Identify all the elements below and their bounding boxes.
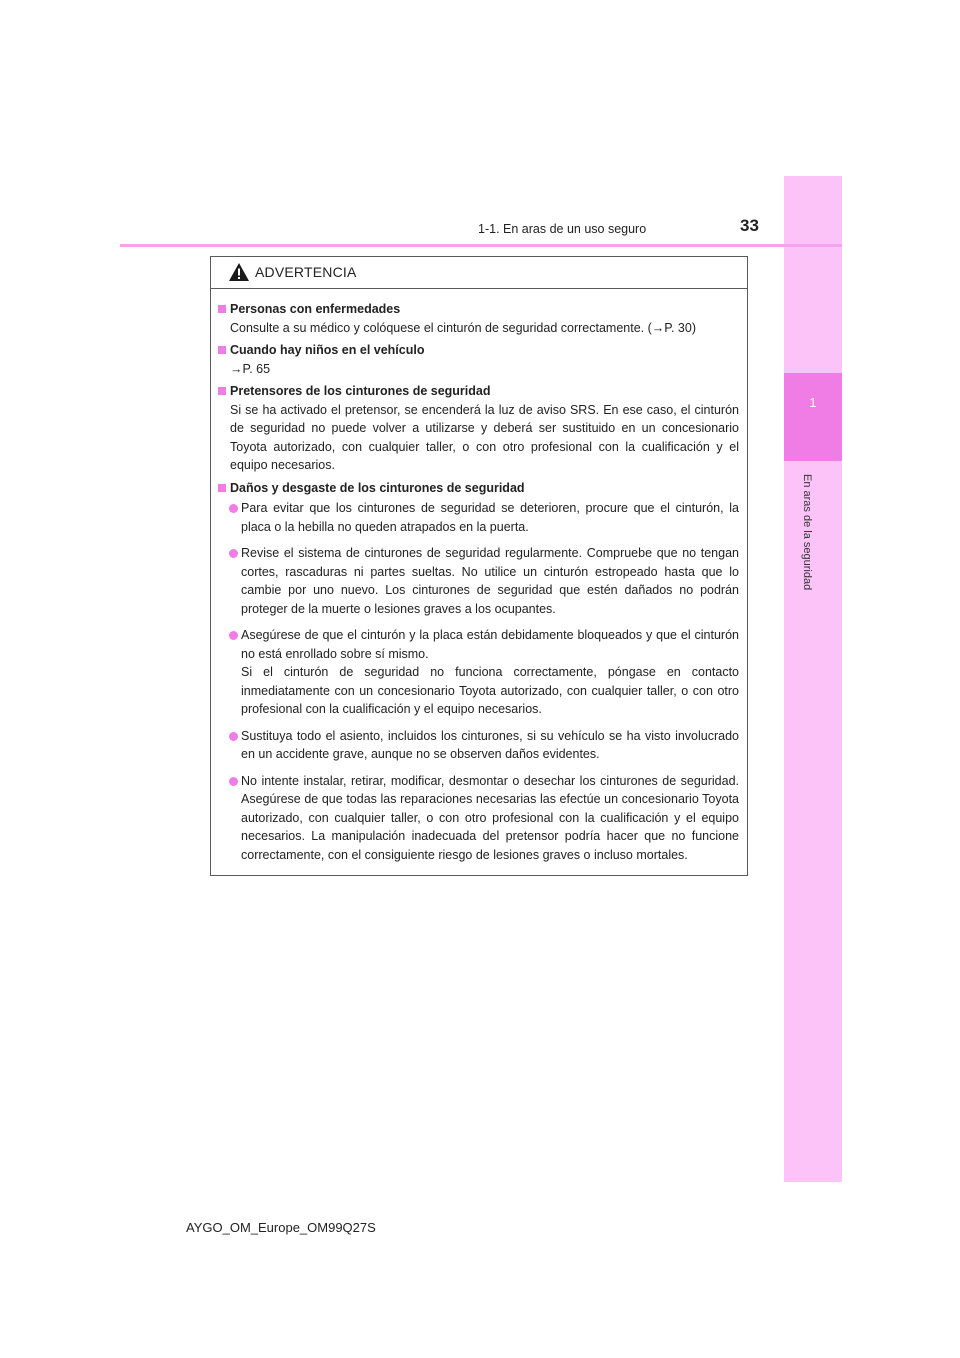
warning-section bbox=[218, 300, 739, 337]
list-item-continuation: Si el cinturón de seguridad no funciona correctamente, póngase en contacto inmediatamente con un concesionario Toyota autorizado, con cualquier taller, o con otro profesional con la cualificación y el equipo necesarios. bbox=[241, 665, 739, 716]
circle-bullet-icon bbox=[229, 504, 238, 513]
list-item: No intente instalar, retirar, modificar, desmontar o desechar los cinturones de seguridad. Asegúrese de que todas las reparaciones necesarias las efectúe un concesionario Toyota autorizado, con cualquier taller, o con otro profesional con la cualificación y el equipo necesarios. La manipulación inadecuada del pretensor podría hacer que no funcione correctamente, con el consiguiente riesgo de lesiones graves o incluso mortales. bbox=[218, 772, 739, 865]
warning-section bbox=[218, 341, 739, 378]
section-heading: Pretensores de los cinturones de seguridad bbox=[230, 384, 491, 398]
list-item: Asegúrese de que el cinturón y la placa están debidamente bloqueados y que el cinturón no está enrollado sobre sí mismo. Si el cinturón de seguridad no funciona correctamente, póngase en contacto inmediatamente con un concesionario Toyota autorizado, con cualquier taller, o con otro profesional con la cualificación y el equipo necesarios. bbox=[218, 626, 739, 719]
section-text: Consulte a su médico y colóquese el cinturón de seguridad correctamente. (→P. 30) bbox=[230, 320, 696, 335]
square-bullet-icon bbox=[218, 305, 226, 313]
document-code: AYGO_OM_Europe_OM99Q27S bbox=[186, 1220, 376, 1235]
bullet-list bbox=[218, 499, 739, 864]
square-bullet-icon bbox=[218, 387, 226, 395]
section-title: 1-1. En aras de un uso seguro bbox=[478, 222, 647, 236]
circle-bullet-icon bbox=[229, 732, 238, 741]
circle-bullet-icon bbox=[229, 777, 238, 786]
page-reference: →P. 65 bbox=[230, 361, 271, 376]
warning-body bbox=[211, 289, 747, 864]
circle-bullet-icon bbox=[229, 631, 238, 640]
header-rule bbox=[120, 244, 842, 247]
warning-box bbox=[210, 256, 748, 876]
page-number: 33 bbox=[740, 216, 759, 235]
section-heading: Personas con enfermedades bbox=[230, 302, 401, 316]
warning-triangle-icon bbox=[228, 262, 250, 282]
list-item: Sustituya todo el asiento, incluidos los cinturones, si su vehículo se ha visto involucrado en un accidente grave, aunque no se observen daños evidentes. bbox=[218, 727, 739, 764]
warning-title: ADVERTENCIA bbox=[255, 264, 357, 280]
chapter-number-tab bbox=[784, 373, 842, 461]
warning-section bbox=[218, 479, 739, 865]
list-item: Revise el sistema de cinturones de seguridad regularmente. Compruebe que no tengan cortes, rascaduras ni partes sueltas. No utilice un cinturón estropeado hasta que lo cambie por uno nuevo. Los cinturones de seguridad que estén dañados no podrán proteger de la muerte o lesiones graves a los ocupantes. bbox=[218, 544, 739, 618]
circle-bullet-icon bbox=[229, 549, 238, 558]
section-heading: Cuando hay niños en el vehículo bbox=[230, 343, 425, 357]
square-bullet-icon bbox=[218, 346, 226, 354]
section-text: Si se ha activado el pretensor, se encenderá la luz de aviso SRS. En ese caso, el cinturón de seguridad no puede volver a utilizarse y deberá ser sustituido en un concesionario Toyota autorizado, con cualquier taller, o con otro profesional con la cualificación y el equipo necesarios. bbox=[230, 402, 739, 472]
warning-header bbox=[211, 257, 747, 289]
chapter-label: En aras de la seguridad bbox=[801, 474, 813, 591]
square-bullet-icon bbox=[218, 484, 226, 492]
chapter-side-tab bbox=[784, 176, 842, 1182]
section-heading: Daños y desgaste de los cinturones de seguridad bbox=[230, 480, 525, 495]
warning-section bbox=[218, 382, 739, 475]
chapter-number: 1 bbox=[809, 395, 817, 410]
list-item: Para evitar que los cinturones de seguridad se deterioren, procure que el cinturón, la placa o la hebilla no queden atrapados en la puerta. bbox=[218, 499, 739, 536]
